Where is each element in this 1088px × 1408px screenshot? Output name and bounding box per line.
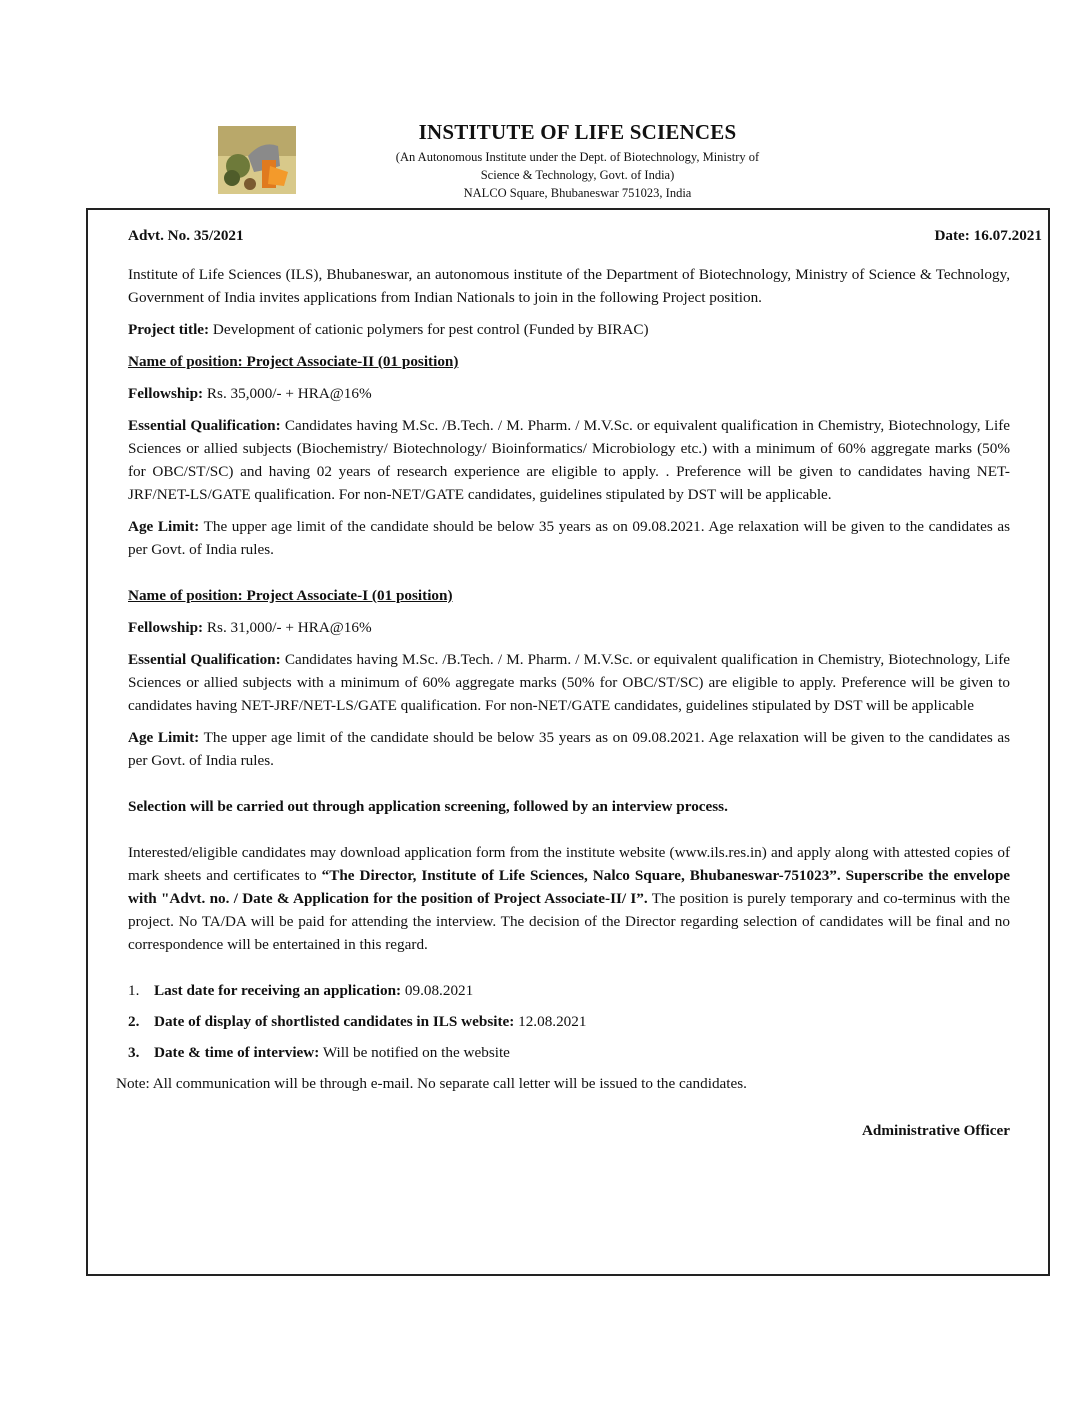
signature: Administrative Officer xyxy=(861,1122,1010,1139)
qualification-value: Candidates having M.Sc. /B.Tech. / M. Pharm. / M.V.Sc. or equivalent qualification in Chemistry, Biotechnology, Life Sciences or allied subjects with a minimum of 60% aggregate marks (50% for OBC/ST/SC) are eligible to apply. Preference will be given to candidates having NET-JRF/NET-LS/GATE qualification. For non-NET/GATE candidates, guidelines stipulated by DST will be applicable xyxy=(128,651,1010,714)
age-limit-value: The upper age limit of the candidate should be below 35 years as on 09.08.2021. Age relaxation will be given to the candidates as per Govt. of India rules. xyxy=(128,729,1010,769)
list-number: 3. xyxy=(128,1044,140,1061)
position-name: Name of position: Project Associate-I (01 position) xyxy=(128,587,453,604)
age-limit-label: Age Limit: xyxy=(128,518,200,535)
age-limit xyxy=(128,515,1010,561)
note: Note: All communication will be through e-mail. No separate call letter will be issued to the candidates. xyxy=(116,1075,747,1092)
list-number: 2. xyxy=(128,1013,140,1030)
position-name: Name of position: Project Associate-II (01 position) xyxy=(128,353,459,370)
apply-text-3: The position is purely temporary and co-terminus with the project. No TA/DA will be paid for attending the interview. The decision of the Director regarding selection of candidates will be final and no correspondence will be entertained in this regard. xyxy=(128,890,1010,953)
advt-number: Advt. No. 35/2021 xyxy=(128,227,244,244)
project-value: Development of cationic polymers for pest control (Funded by BIRAC) xyxy=(209,321,649,338)
qualification-label: Essential Qualification: xyxy=(128,651,281,668)
position-heading xyxy=(128,350,1010,373)
application-instructions xyxy=(128,841,1010,956)
advertisement-body xyxy=(116,224,1042,1142)
institute-title: INSTITUTE OF LIFE SCIENCES xyxy=(418,120,737,144)
fellowship-label: Fellowship: xyxy=(128,385,204,402)
date-label: Date & time of interview: xyxy=(154,1044,320,1061)
qualification-value: Candidates having M.Sc. /B.Tech. / M. Pharm. / M.V.Sc. or equivalent qualification in Chemistry, Biotechnology, Life Sciences or allied subjects (Biochemistry/ Biotechnology/ Bioinformatics/ Microbiology etc.) with a minimum of 60% aggregate marks (50% for OBC/ST/SC) and having 02 years of research experience are eligible to apply. . Preference will be given to candidates having NET-JRF/NET-LS/GATE qualification. For non-NET/GATE candidates, guidelines stipulated by DST will be applicable. xyxy=(128,417,1010,503)
letterhead xyxy=(0,118,1088,208)
age-limit-value: The upper age limit of the candidate should be below 35 years as on 09.08.2021. Age relaxation will be given to the candidates as per Govt. of India rules. xyxy=(128,518,1010,558)
list-item xyxy=(128,979,1010,1002)
fellowship-value: Rs. 35,000/- + HRA@16% xyxy=(203,385,372,402)
spacer xyxy=(128,965,1010,979)
project-label: Project title: xyxy=(128,321,210,338)
date-value: 09.08.2021 xyxy=(401,982,474,999)
institute-subtitle-2: Science & Technology, Govt. of India) xyxy=(480,168,675,182)
fellowship-value: Rs. 31,000/- + HRA@16% xyxy=(203,619,372,636)
qualification xyxy=(128,648,1010,717)
list-item xyxy=(128,1010,1010,1033)
spacer xyxy=(128,781,1010,795)
selection-statement: Selection will be carried out through application screening, followed by an interview process. xyxy=(128,798,728,815)
date-label: Last date for receiving an application: xyxy=(154,982,402,999)
age-limit-label: Age Limit: xyxy=(128,729,200,746)
institute-address: NALCO Square, Bhubaneswar 751023, India xyxy=(463,186,692,200)
date-value: Will be notified on the website xyxy=(319,1044,510,1061)
intro-paragraph: Institute of Life Sciences (ILS), Bhubaneswar, an autonomous institute of the Department of Biotechnology, Ministry of Science & Technology, Government of India invites applications from Indian Nationals to join in the following Project position. xyxy=(128,266,1010,306)
fellowship-label: Fellowship: xyxy=(128,619,204,636)
age-limit xyxy=(128,726,1010,772)
institute-subtitle: (An Autonomous Institute under the Dept. of Biotechnology, Ministry of xyxy=(395,150,760,164)
ils-logo-icon xyxy=(218,126,296,194)
advt-date: Date: 16.07.2021 xyxy=(934,227,1042,244)
spacer xyxy=(128,570,1010,584)
position-heading xyxy=(128,584,1010,607)
spacer xyxy=(128,827,1010,841)
advertisement-frame xyxy=(86,208,1050,1276)
date-value: 12.08.2021 xyxy=(514,1013,587,1030)
fellowship xyxy=(128,382,1010,405)
list-number: 1. xyxy=(128,982,140,999)
important-dates-list xyxy=(128,979,1010,1064)
date-label: Date of display of shortlisted candidates in ILS website: xyxy=(154,1013,515,1030)
project-title xyxy=(128,318,1010,341)
advt-header-row xyxy=(128,224,1042,247)
list-item xyxy=(128,1041,1010,1064)
apply-text-1: Interested/eligible candidates may download application form from the institute website (www.ils.res.in) and apply along with attested copies of mark sheets and certificates to xyxy=(128,844,1010,884)
qualification xyxy=(128,414,1010,506)
apply-address: “The Director, Institute of Life Sciences, Nalco Square, Bhubaneswar-751023”. Superscribe the envelope with "Advt. no. / Date & Application for the position of Project Associate-II/ I”. xyxy=(128,867,1011,907)
qualification-label: Essential Qualification: xyxy=(128,417,281,434)
fellowship xyxy=(128,616,1010,639)
